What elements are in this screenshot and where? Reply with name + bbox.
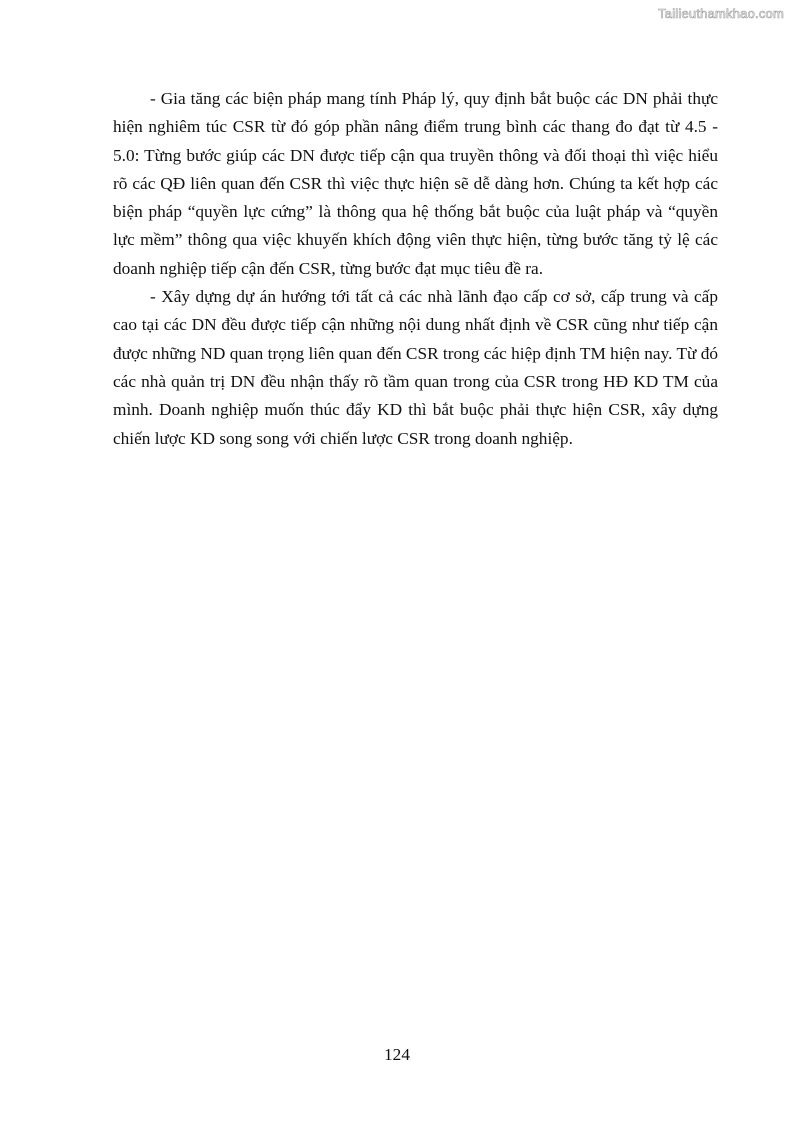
watermark: Tailieuthamkhao.com — [658, 6, 784, 21]
document-body — [113, 85, 718, 453]
paragraph-legal-measures: - Gia tăng các biện pháp mang tính Pháp lý, quy định bắt buộc các DN phải thực hiện nghiêm túc CSR từ đó góp phần nâng điểm trung bình các thang đo đạt từ 4.5 - 5.0: Từng bước giúp các DN được tiếp cận qua truyền thông và đối thoại thì việc hiểu rõ các QĐ liên quan đến CSR thì việc thực hiện sẽ dễ dàng hơn. Chúng ta kết hợp các biện pháp “quyền lực cứng” là thông qua hệ thống bắt buộc của luật pháp và “quyền lực mềm” thông qua việc khuyến khích động viên thực hiện, từng bước tăng tỷ lệ các doanh nghiệp tiếp cận đến CSR, từng bước đạt mục tiêu đề ra. — [113, 89, 718, 278]
page-number: 124 — [384, 1045, 410, 1064]
paragraph-leadership-project: - Xây dựng dự án hướng tới tất cả các nhà lãnh đạo cấp cơ sở, cấp trung và cấp cao tại các DN đều được tiếp cận những nội dung nhất định về CSR cũng như tiếp cận được những ND quan trọng liên quan đến CSR trong các hiệp định TM hiện nay. Từ đó các nhà quản trị DN đều nhận thấy rõ tầm quan trong của CSR trong HĐ KD TM của mình. Doanh nghiệp muốn thúc đẩy KD thì bắt buộc phải thực hiện CSR, xây dựng chiến lược KD song song với chiến lược CSR trong doanh nghiệp. — [113, 287, 718, 448]
